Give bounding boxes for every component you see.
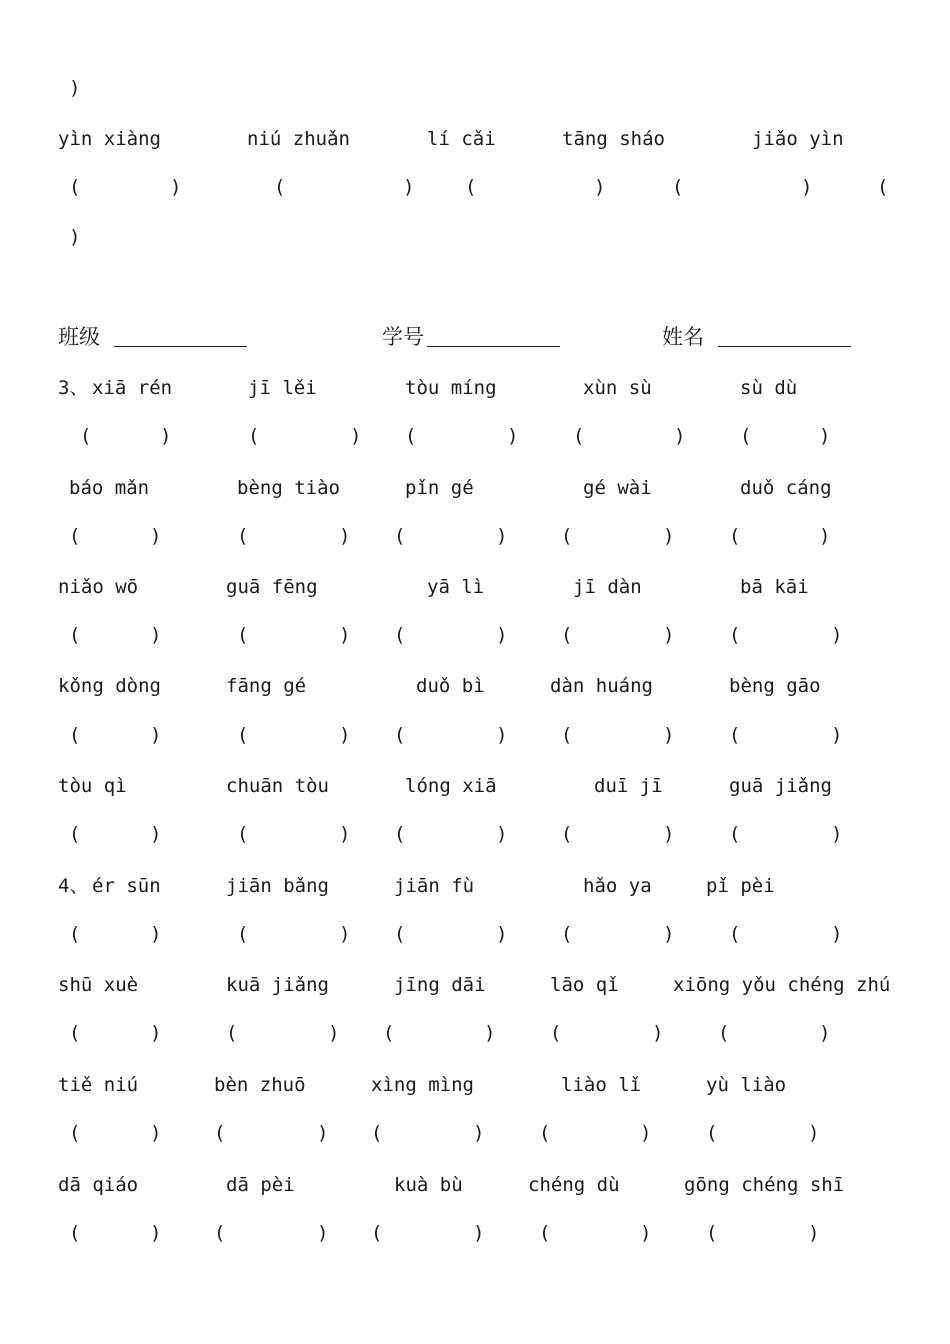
pinyin-word: tòu míng (405, 377, 497, 399)
pinyin-word: jīng dāi (394, 974, 486, 996)
close-paren: ) (69, 77, 81, 99)
pinyin-word: jī lěi (248, 377, 317, 399)
answer-paren-open: ( (69, 176, 81, 198)
answer-paren-open: ( (371, 1122, 383, 1144)
answer-paren-open: ( (561, 823, 573, 845)
answer-paren-open: ( (740, 425, 752, 447)
answer-paren-close: ) (317, 1122, 329, 1144)
answer-paren-close: ) (350, 425, 362, 447)
pinyin-word: tāng sháo (562, 128, 665, 150)
answer-paren-close: ) (496, 923, 508, 945)
answer-paren-open: ( (405, 425, 417, 447)
answer-paren-close: ) (808, 1222, 820, 1244)
pinyin-word: dā qiáo (58, 1174, 139, 1196)
pinyin-word: bèn zhuō (214, 1074, 306, 1096)
section-number: 3、 (58, 377, 89, 399)
answer-paren-close: ) (652, 1022, 664, 1044)
answer-paren-open: ( (465, 176, 477, 198)
answer-paren-open: ( (561, 923, 573, 945)
pinyin-word: niǎo wō (58, 576, 139, 598)
pinyin-word: kǒng dòng (58, 675, 161, 697)
answer-paren-close: ) (819, 1022, 831, 1044)
answer-paren-close: ) (339, 823, 351, 845)
answer-paren-open: ( (550, 1022, 562, 1044)
answer-paren-close: ) (339, 724, 351, 746)
answer-paren-open: ( (69, 1222, 81, 1244)
answer-paren-close: ) (507, 425, 519, 447)
pinyin-word: lóng xiā (405, 775, 497, 797)
answer-paren-open: ( (237, 823, 249, 845)
answer-paren-close: ) (473, 1222, 485, 1244)
pinyin-word: ér sūn (92, 875, 161, 897)
answer-paren-open: ( (237, 923, 249, 945)
pinyin-word: tòu qì (58, 775, 127, 797)
answer-paren-open: ( (729, 724, 741, 746)
answer-paren-open: ( (877, 176, 889, 198)
pinyin-word: bā kāi (740, 576, 809, 598)
answer-paren-open: ( (237, 624, 249, 646)
pinyin-word: xiōng yǒu chéng zhú (673, 974, 891, 996)
answer-paren-open: ( (69, 724, 81, 746)
answer-paren-close: ) (484, 1022, 496, 1044)
answer-paren-close: ) (150, 923, 162, 945)
pinyin-word: xùn sù (583, 377, 652, 399)
student-number-input-line[interactable] (427, 346, 560, 347)
answer-paren-close: ) (640, 1222, 652, 1244)
close-paren: ) (69, 226, 81, 248)
answer-paren-close: ) (640, 1122, 652, 1144)
answer-paren-close: ) (473, 1122, 485, 1144)
answer-paren-close: ) (663, 525, 675, 547)
answer-paren-close: ) (150, 1222, 162, 1244)
answer-paren-open: ( (80, 425, 92, 447)
answer-paren-close: ) (496, 823, 508, 845)
pinyin-word: báo mǎn (69, 477, 150, 499)
pinyin-word: sù dù (740, 377, 798, 399)
pinyin-word: duǒ bì (416, 675, 485, 697)
answer-paren-close: ) (403, 176, 415, 198)
answer-paren-open: ( (729, 624, 741, 646)
answer-paren-open: ( (561, 724, 573, 746)
pinyin-word: kuā jiǎng (226, 974, 329, 996)
pinyin-word: jiān fù (394, 875, 475, 897)
answer-paren-open: ( (237, 525, 249, 547)
pinyin-word: xiā rén (92, 377, 173, 399)
pinyin-word: pǐ pèi (706, 875, 775, 897)
answer-paren-close: ) (150, 624, 162, 646)
answer-paren-open: ( (69, 823, 81, 845)
answer-paren-close: ) (150, 823, 162, 845)
answer-paren-open: ( (69, 624, 81, 646)
pinyin-word: chéng dù (528, 1174, 620, 1196)
answer-paren-close: ) (808, 1122, 820, 1144)
student-number-label: 学号 (382, 325, 424, 349)
answer-paren-open: ( (274, 176, 286, 198)
pinyin-word: guā jiǎng (729, 775, 832, 797)
answer-paren-open: ( (573, 425, 585, 447)
pinyin-word: yìn xiàng (58, 128, 161, 150)
answer-paren-close: ) (663, 923, 675, 945)
answer-paren-open: ( (672, 176, 684, 198)
pinyin-word: liào lǐ (561, 1074, 642, 1096)
answer-paren-close: ) (831, 823, 843, 845)
pinyin-word: shū xuè (58, 974, 139, 996)
answer-paren-open: ( (69, 1022, 81, 1044)
pinyin-word: bèng gāo (729, 675, 821, 697)
answer-paren-close: ) (831, 724, 843, 746)
pinyin-word: yù liào (706, 1074, 787, 1096)
section-number: 4、 (58, 875, 89, 897)
answer-paren-close: ) (819, 525, 831, 547)
answer-paren-open: ( (69, 923, 81, 945)
answer-paren-open: ( (214, 1222, 226, 1244)
answer-paren-close: ) (160, 425, 172, 447)
pinyin-word: dā pèi (226, 1174, 295, 1196)
answer-paren-close: ) (831, 923, 843, 945)
class-input-line[interactable] (114, 346, 247, 347)
answer-paren-open: ( (248, 425, 260, 447)
answer-paren-open: ( (729, 525, 741, 547)
pinyin-word: jī dàn (573, 576, 642, 598)
pinyin-word: hǎo ya (583, 875, 652, 897)
answer-paren-open: ( (237, 724, 249, 746)
answer-paren-close: ) (819, 425, 831, 447)
answer-paren-open: ( (69, 1122, 81, 1144)
answer-paren-close: ) (150, 1022, 162, 1044)
pinyin-word: bèng tiào (237, 477, 340, 499)
answer-paren-open: ( (394, 823, 406, 845)
answer-paren-close: ) (831, 624, 843, 646)
pinyin-word: lí cǎi (427, 128, 496, 150)
pinyin-word: guā fēng (226, 576, 318, 598)
pinyin-word: chuān tòu (226, 775, 329, 797)
pinyin-word: yā lì (427, 576, 485, 598)
answer-paren-close: ) (496, 525, 508, 547)
pinyin-word: kuà bù (394, 1174, 463, 1196)
answer-paren-close: ) (674, 425, 686, 447)
answer-paren-open: ( (729, 923, 741, 945)
answer-paren-open: ( (394, 724, 406, 746)
name-input-line[interactable] (718, 346, 851, 347)
answer-paren-open: ( (561, 525, 573, 547)
answer-paren-close: ) (339, 624, 351, 646)
answer-paren-open: ( (539, 1122, 551, 1144)
pinyin-word: niú zhuǎn (247, 128, 350, 150)
pinyin-word: xìng mìng (371, 1074, 474, 1096)
answer-paren-close: ) (170, 176, 182, 198)
answer-paren-open: ( (729, 823, 741, 845)
pinyin-word: dàn huáng (550, 675, 653, 697)
answer-paren-close: ) (496, 724, 508, 746)
pinyin-word: jiǎo yìn (752, 128, 844, 150)
answer-paren-open: ( (394, 624, 406, 646)
answer-paren-close: ) (496, 624, 508, 646)
answer-paren-close: ) (663, 724, 675, 746)
pinyin-word: duī jī (594, 775, 663, 797)
answer-paren-close: ) (317, 1222, 329, 1244)
pinyin-word: pǐn gé (405, 477, 474, 499)
pinyin-word: jiān bǎng (226, 875, 329, 897)
answer-paren-open: ( (394, 525, 406, 547)
answer-paren-close: ) (339, 525, 351, 547)
pinyin-word: fāng gé (226, 675, 307, 697)
class-label: 班级 (58, 325, 100, 349)
pinyin-word: tiě niú (58, 1074, 139, 1096)
answer-paren-close: ) (150, 1122, 162, 1144)
answer-paren-close: ) (328, 1022, 340, 1044)
answer-paren-close: ) (594, 176, 606, 198)
pinyin-word: gé wài (583, 477, 652, 499)
answer-paren-close: ) (150, 525, 162, 547)
answer-paren-open: ( (214, 1122, 226, 1144)
answer-paren-open: ( (69, 525, 81, 547)
answer-paren-open: ( (383, 1022, 395, 1044)
answer-paren-close: ) (150, 724, 162, 746)
answer-paren-open: ( (706, 1122, 718, 1144)
answer-paren-close: ) (339, 923, 351, 945)
pinyin-word: gōng chéng shī (684, 1174, 845, 1196)
name-label: 姓名 (662, 325, 704, 349)
answer-paren-open: ( (371, 1222, 383, 1244)
pinyin-word: lāo qǐ (550, 974, 619, 996)
answer-paren-open: ( (226, 1022, 238, 1044)
pinyin-word: duǒ cáng (740, 477, 832, 499)
answer-paren-close: ) (801, 176, 813, 198)
answer-paren-open: ( (394, 923, 406, 945)
answer-paren-open: ( (539, 1222, 551, 1244)
answer-paren-open: ( (561, 624, 573, 646)
answer-paren-open: ( (718, 1022, 730, 1044)
answer-paren-close: ) (663, 823, 675, 845)
answer-paren-close: ) (663, 624, 675, 646)
answer-paren-open: ( (706, 1222, 718, 1244)
